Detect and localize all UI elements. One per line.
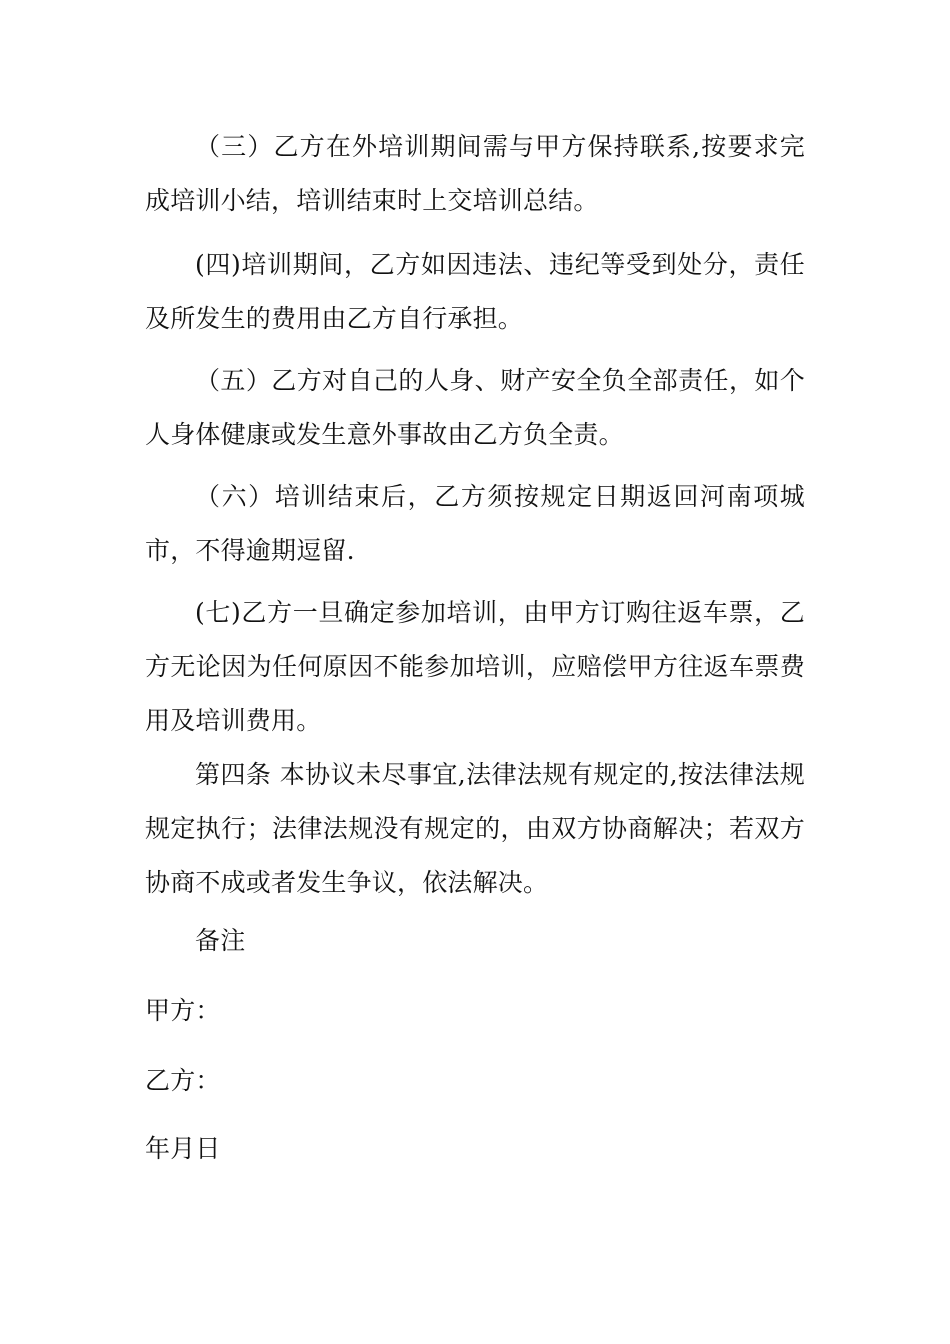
clause-3-paragraph: （三）乙方在外培训期间需与甲方保持联系,按要求完成培训小结，培训结束时上交培训总结。	[145, 132, 805, 215]
date-label: 年月日	[145, 1134, 221, 1163]
party-b-signature-label: 乙方：	[145, 1066, 221, 1095]
clause-7-paragraph: (七)乙方一旦确定参加培训，由甲方订购往返车票，乙方无论因为任何原因不能参加培训，应赔偿甲方往返车票费用及培训费用。	[145, 598, 805, 735]
clause-5-paragraph: （五）乙方对自己的人身、财产安全负全部责任，如个人身体健康或发生意外事故由乙方负全责。	[145, 366, 805, 449]
clause-6-paragraph: （六）培训结束后，乙方须按规定日期返回河南项城市，不得逾期逗留.	[145, 482, 805, 565]
clause-4-paragraph: (四)培训期间，乙方如因违法、违纪等受到处分，责任及所发生的费用由乙方自行承担。	[145, 250, 805, 333]
remarks-label: 备注	[195, 926, 246, 955]
article-4-paragraph: 第四条 本协议未尽事宜,法律法规有规定的,按法律法规规定执行；法律法规没有规定的，由双方协商解决；若双方协商不成或者发生争议，依法解决。	[145, 760, 805, 897]
party-a-signature-label: 甲方：	[145, 996, 221, 1025]
